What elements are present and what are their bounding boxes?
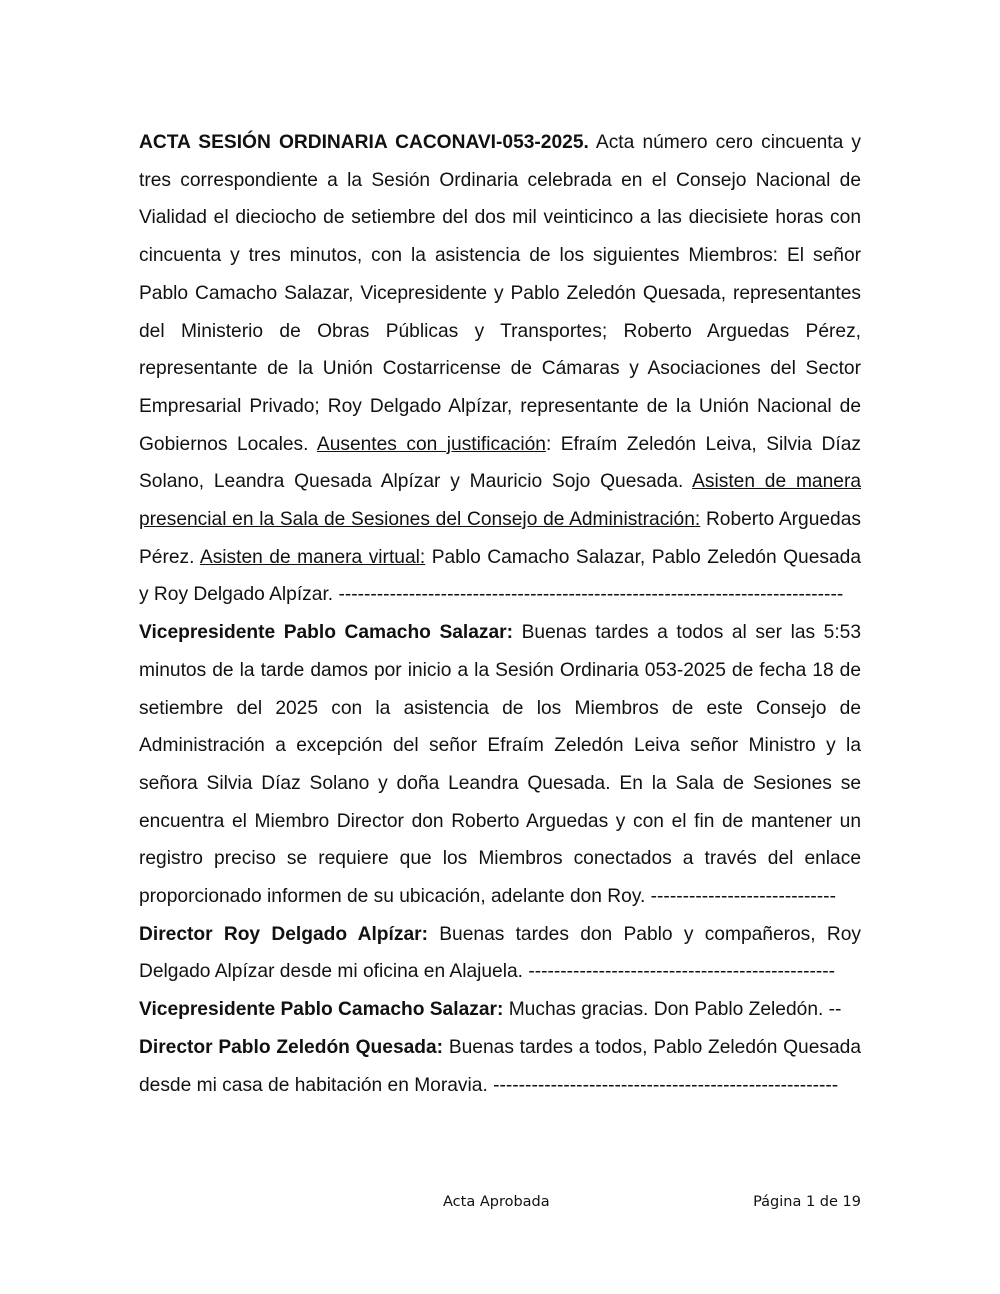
dash-filler: ------------------------------------------------------ <box>493 1074 839 1096</box>
paragraph-director-pablo: Director Pablo Zeledón Quesada: Buenas tardes a todos, Pablo Zeledón Quesada desde mi casa de habitación en Moravia. ------------------------------------------------------ <box>139 1036 861 1096</box>
page-footer <box>139 1194 861 1216</box>
paragraph-director-roy: Director Roy Delgado Alpízar: Buenas tardes don Pablo y compañeros, Roy Delgado Alpízar desde mi oficina en Alajuela. ------------------------------------------------ <box>139 923 861 983</box>
document-body <box>139 124 861 1104</box>
document-title: ACTA SESIÓN ORDINARIA CACONAVI-053-2025. <box>139 132 589 153</box>
speaker-name: Director Roy Delgado Alpízar: <box>139 923 428 945</box>
footer-label: Acta Aprobada <box>443 1194 550 1210</box>
dash-filler: ------------------------------------------------ <box>528 961 836 983</box>
speaker-name: Director Pablo Zeledón Quesada: <box>139 1036 444 1058</box>
presential-label: Asisten de manera presencial en la Sala de Sesiones del Consejo de Administración: <box>139 471 861 531</box>
speaker-name: Vicepresidente Pablo Camacho Salazar: <box>139 622 514 644</box>
paragraph-vicepresident-opening: Vicepresidente Pablo Camacho Salazar: Buenas tardes a todos al ser las 5:53 minutos de la tarde damos por inicio a la Sesión Ordinaria 053-2025 de fecha 18 de setiembre del 2025 con la asistencia de los Miembros de este Consejo de Administración a excepción del señor Efraím Zeledón Leiva señor Ministro y la señora Silvia Díaz Solano y doña Leandra Quesada. En la Sala de Sesiones se encuentra el Miembro Director don Roberto Arguedas y con el fin de mantener un registro preciso se requiere que los Miembros conectados a través del enlace proporcionado informen de su ubicación, adelante don Roy. ----------------------------- <box>139 622 861 908</box>
speaker-name: Vicepresidente Pablo Camacho Salazar: <box>139 999 504 1021</box>
absent-label: Ausentes con justificación <box>316 433 546 455</box>
dash-filler: ----------------------------- <box>650 886 836 908</box>
paragraph-vicepresident-thanks: Vicepresidente Pablo Camacho Salazar: Muchas gracias. Don Pablo Zeledón. -- <box>139 999 842 1021</box>
page-number: Página 1 de 19 <box>753 1194 861 1210</box>
dash-filler: ------------------------------------------------------------------------------- <box>338 584 844 606</box>
virtual-label: Asisten de manera virtual: <box>199 546 426 568</box>
paragraph-session-header: ACTA SESIÓN ORDINARIA CACONAVI-053-2025. Acta número cero cincuenta y tres correspondiente a la Sesión Ordinaria celebrada en el Consejo Nacional de Vialidad el dieciocho de setiembre del dos mil veinticinco a las diecisiete horas con cincuenta y tres minutos, con la asistencia de los siguientes Miembros: El señor Pablo Camacho Salazar, Vicepresidente y Pablo Zeledón Quesada, representantes del Ministerio de Obras Públicas y Transportes; Roberto Arguedas Pérez, representante de la Unión Costarricense de Cámaras y Asociaciones del Sector Empresarial Privado; Roy Delgado Alpízar, representante de la Unión Nacional de Gobiernos Locales. Ausentes con justificación: Efraím Zeledón Leiva, Silvia Díaz Solano, Leandra Quesada Alpízar y Mauricio Sojo Quesada. Asisten de manera presencial en la Sala de Sesiones del Consejo de Administración: Roberto Arguedas Pérez. Asisten de manera virtual: Pablo Camacho Salazar, Pablo Zeledón Quesada y Roy Delgado Alpízar. ------------------------------------------------------------------------------- <box>139 132 861 606</box>
